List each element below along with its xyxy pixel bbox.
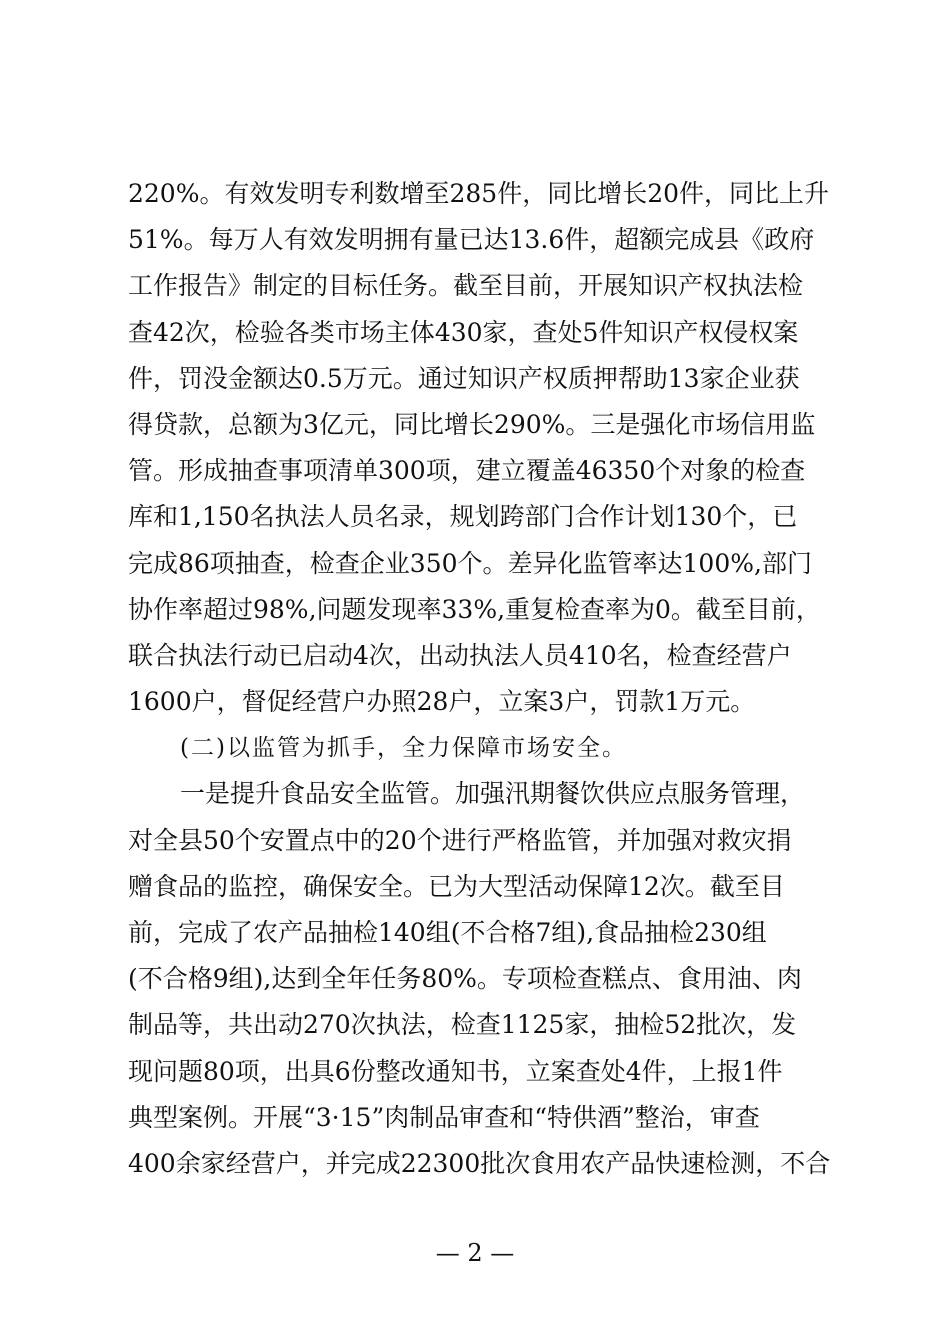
body-line-3: 工作报告》制定的目标任务。截至目前，开展知识产权执法检 (128, 271, 804, 301)
body-line-6: 得贷款，总额为3亿元，同比增长290%。三是强化市场信用监 (128, 409, 816, 439)
body-line-1: 220%。有效发明专利数增至285件，同比增长20件，同比上升 (128, 179, 830, 208)
body-line-14: 一是提升食品安全监管。加强汛期餐饮供应点服务管理， (180, 779, 806, 809)
body-line-22: 400余家经营户，并完成22300批次食用农产品快速检测，不合 (128, 1148, 831, 1178)
body-line-12: 1600户，督促经营户办照28户，立案3户，罚款1万元。 (128, 687, 756, 717)
body-line-17: 前，完成了农产品抽检140组(不合格7组),食品抽检230组 (128, 918, 767, 947)
body-line-16: 赠食品的监控，确保安全。已为大型活动保障12次。截至目 (128, 871, 785, 901)
body-line-9: 完成86项抽查，检查企业350个。差异化监管率达100%,部门 (128, 548, 812, 578)
body-line-2: 51%。每万人有效发明拥有量已达13.6件，超额完成县《政府 (128, 225, 815, 255)
body-line-15: 对全县50个安置点中的20个进行严格监管，并加强对救灾捐 (128, 825, 792, 855)
body-line-10: 协作率超过98%,问题发现率33%,重复检查率为0。截至目前， (128, 594, 821, 624)
body-line-18: (不合格9组),达到全年任务80%。专项检查糕点、食用油、肉 (128, 964, 802, 994)
body-line-8: 库和1,150名执法人员名录，规划跨部门合作计划130个，已 (128, 502, 798, 532)
document-body (128, 171, 848, 1187)
body-line-4: 查42次，检验各类市场主体430家，查处5件知识产权侵权案 (128, 317, 799, 347)
body-line-7: 管。形成抽查事项清单300项，建立覆盖46350个对象的检查 (128, 456, 806, 486)
body-line-21: 典型案例。开展“3·15”肉制品审查和“特供酒”整治，审查 (128, 1102, 760, 1132)
section-heading: (二)以监管为抓手，全力保障市场安全。 (180, 735, 627, 762)
body-line-11: 联合执法行动已启动4次，出动执法人员410名，检查经营户 (128, 640, 792, 670)
body-line-19: 制品等，共出动270次执法，检查1125家，抽检52批次，发 (128, 1010, 797, 1040)
body-line-20: 现问题80项，出具6份整改通知书，立案查处4件，上报1件 (128, 1056, 783, 1086)
body-line-5: 件，罚没金额达0.5万元。通过知识产权质押帮助13家企业获 (128, 363, 800, 393)
page-number: — 2 — (435, 1239, 515, 1267)
